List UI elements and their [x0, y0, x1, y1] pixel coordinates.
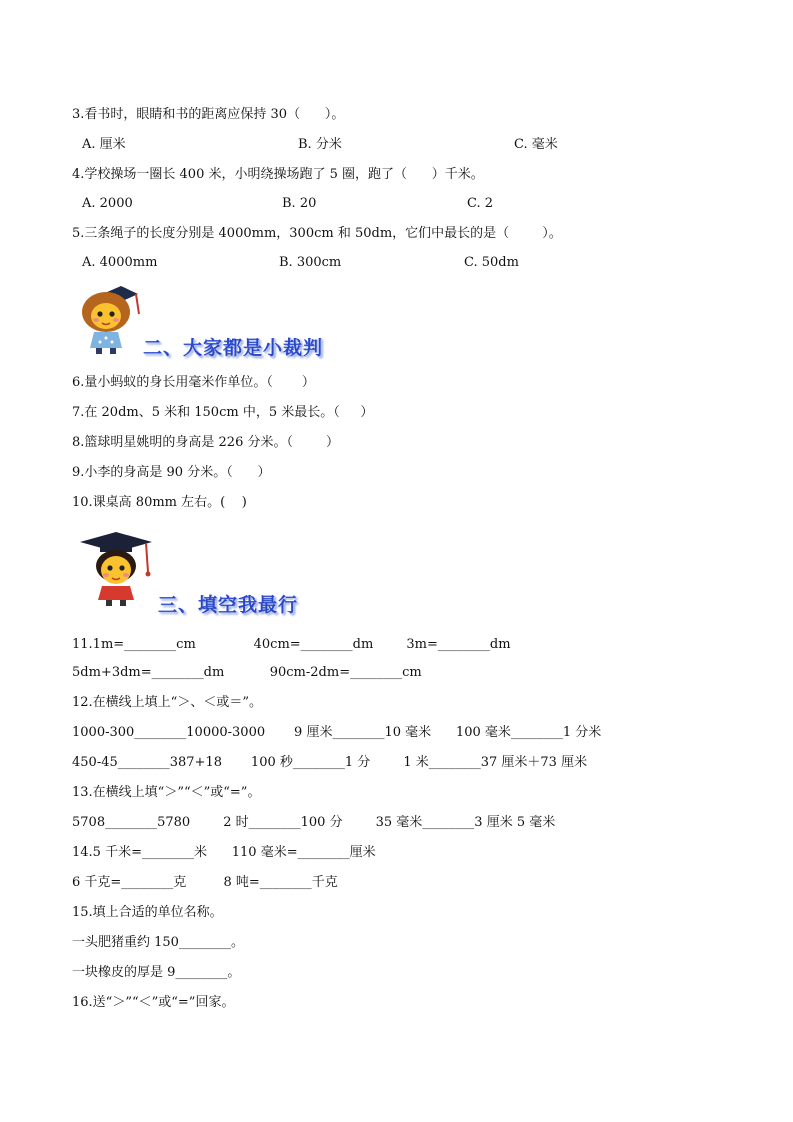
question-12-row-2: 450-45________387+18 100 秒________1 分 1 米________37 厘米＋73 厘米 — [72, 755, 588, 770]
question-15: 15.填上合适的单位名称。 — [72, 905, 223, 920]
question-12: 12.在横线上填上“＞、＜或＝”。 — [72, 695, 262, 710]
question-15-row-1: 一头肥猪重约 150________。 — [72, 935, 244, 950]
boy-mascot-icon — [76, 530, 156, 610]
q4-option-c: C. 2 — [467, 196, 494, 211]
question-12-row-1: 1000-300________10000-3000 9 厘米________10 毫米 100 毫米________1 分米 — [72, 725, 602, 740]
question-8: 8.篮球明星姚明的身高是 226 分米。（ ） — [72, 435, 340, 450]
question-6: 6.量小蚂蚁的身长用毫米作单位。（ ） — [72, 375, 315, 390]
question-7: 7.在 20dm、5 米和 150cm 中，5 米最长。（ ） — [72, 405, 374, 420]
question-11-row-1: 11.1m=________cm 40cm=________dm 3m=________dm — [72, 637, 511, 652]
question-14-row-2: 6 千克=________克 8 吨=________千克 — [72, 875, 338, 890]
question-11-row-2: 5dm+3dm=________dm 90cm-2dm=________cm — [72, 665, 422, 680]
q5-option-c: C. 50dm — [464, 255, 519, 270]
question-10: 10.课桌高 80mm 左右。( ) — [72, 495, 247, 510]
question-16: 16.送“＞”“＜”或“=”回家。 — [72, 995, 235, 1010]
question-13: 13.在横线上填“＞”“＜”或“=”。 — [72, 785, 261, 800]
question-15-row-2: 一块橡皮的厚是 9________。 — [72, 965, 241, 980]
q3-option-c: C. 毫米 — [514, 137, 558, 152]
section-3-title: 三、填空我最行 — [158, 594, 299, 616]
section-2-title: 二、大家都是小裁判 — [143, 337, 324, 359]
question-14-row-1: 14.5 千米=________米 110 毫米=________厘米 — [72, 845, 376, 860]
question-5: 5.三条绳子的长度分别是 4000mm，300cm 和 50dm，它们中最长的是（ ）。 — [72, 226, 562, 241]
question-4: 4.学校操场一圈长 400 米，小明绕操场跑了 5 圈，跑了（ ）千米。 — [72, 167, 484, 182]
q3-option-a: A. 厘米 — [82, 137, 126, 152]
q5-option-b: B. 300cm — [279, 255, 342, 270]
q5-option-a: A. 4000mm — [82, 255, 158, 270]
girl-mascot-icon — [76, 282, 146, 356]
q4-option-a: A. 2000 — [82, 196, 133, 211]
q3-option-b: B. 分米 — [298, 137, 342, 152]
q4-option-b: B. 20 — [282, 196, 317, 211]
question-3: 3.看书时，眼睛和书的距离应保持 30（ ）。 — [72, 107, 345, 122]
question-13-row-1: 5708________5780 2 时________100 分 35 毫米________3 厘米 5 毫米 — [72, 815, 556, 830]
question-9: 9.小李的身高是 90 分米。（ ） — [72, 465, 271, 480]
